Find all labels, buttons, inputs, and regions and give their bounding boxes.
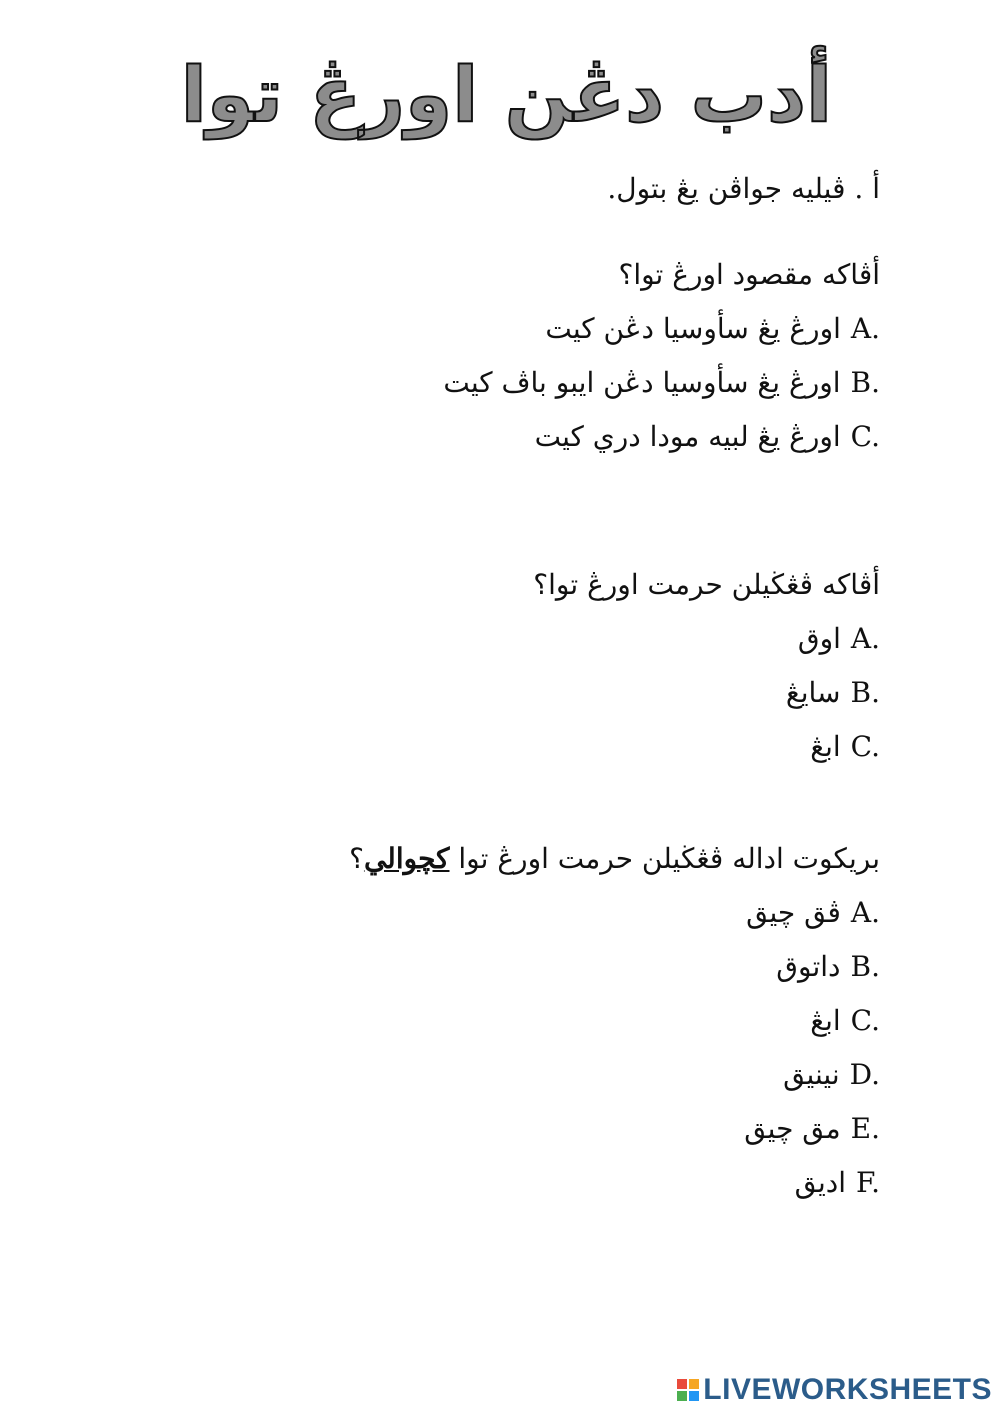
page-title: أدب دڠن اورڠ توا [180,50,832,139]
option-a[interactable] [533,612,880,666]
option-letter: A. [850,312,880,345]
option-letter: A. [850,896,880,929]
option-text: اديق [794,1166,847,1199]
option-c[interactable] [349,994,880,1048]
option-c[interactable] [533,720,880,774]
option-text: داتوق [776,950,841,983]
logo-square [689,1391,699,1401]
option-a[interactable] [349,886,880,940]
option-text: نينيق [783,1058,840,1091]
logo-square [689,1379,699,1389]
option-letter: C. [850,420,880,453]
question-3-options [349,886,880,1210]
liveworksheets-logo [677,1373,992,1407]
option-letter: B. [850,950,880,983]
option-b[interactable] [533,666,880,720]
question-2 [533,558,880,774]
option-c[interactable] [443,410,880,464]
option-f[interactable] [349,1156,880,1210]
option-text: اورڠ يڠ سأوسيا دڠن كيت [545,312,841,345]
option-letter: F. [856,1166,880,1199]
logo-square [677,1379,687,1389]
option-letter: B. [850,676,880,709]
question-1-text: أڤاكه مقصود اورڠ توا؟ [618,258,880,291]
logo-square [677,1391,687,1401]
option-text: ڤق چيق [746,896,841,929]
option-letter: D. [849,1058,880,1091]
question-2-text: أڤاكه ڤڠڬيلن حرمت اورڠ توا؟ [533,568,880,601]
option-b[interactable] [443,356,880,410]
question-1 [443,248,880,464]
option-letter: C. [850,730,880,763]
option-text: اوق [797,622,841,655]
question-3 [349,832,880,1210]
option-d[interactable] [349,1048,880,1102]
logo-icon [677,1379,699,1401]
question-3-text [349,832,880,886]
option-letter: C. [850,1004,880,1037]
logo-text: LIVEWORKSHEETS [703,1373,992,1406]
question-1-options [443,302,880,464]
option-e[interactable] [349,1102,880,1156]
option-letter: A. [850,622,880,655]
option-text: مق چيق [744,1112,841,1145]
option-b[interactable] [349,940,880,994]
question-2-options [533,612,880,774]
question-3-emphasis: كچوالي [363,842,450,875]
option-text: ابڠ [810,730,841,763]
option-a[interactable] [443,302,880,356]
question-3-text-after: ؟ [349,842,364,875]
option-text: اورڠ يڠ لبيه مودا دري كيت [534,420,841,453]
instruction-text: أ . ڤيليه جواڤن يڠ بتول. [607,172,880,205]
option-text: اورڠ يڠ سأوسيا دڠن ايبو باڤ كيت [443,366,841,399]
option-letter: B. [850,366,880,399]
question-3-text-before: بريكوت اداله ڤڠڬيلن حرمت اورڠ توا [449,842,880,875]
option-text: سايڠ [785,676,841,709]
option-letter: E. [850,1112,880,1145]
option-text: ابڠ [810,1004,841,1037]
